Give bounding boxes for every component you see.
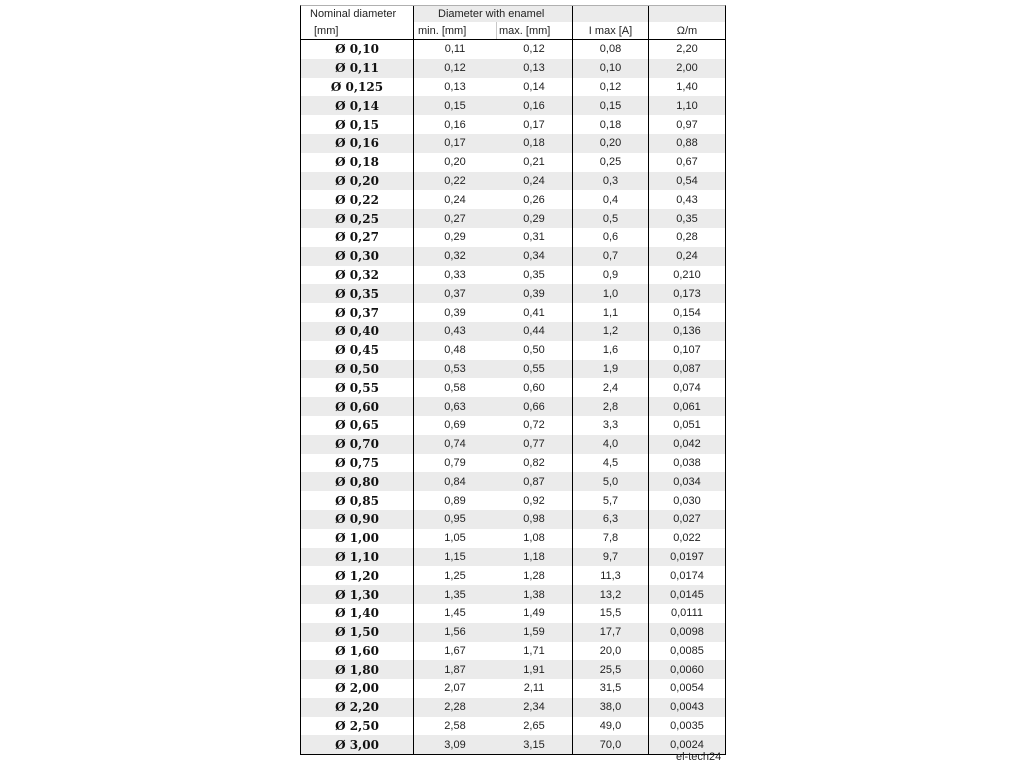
nominal-diameter-cell: Ø 0,85: [335, 493, 379, 508]
imax-cell: 2,4: [572, 378, 648, 397]
resistance-cell: 0,030: [648, 491, 725, 510]
max-diameter-cell: 1,28: [523, 569, 545, 582]
resistance-cell: 0,0174: [648, 566, 725, 585]
table-row: [301, 153, 725, 172]
imax-cell: 0,08: [572, 40, 648, 59]
resistance-cell: 0,173: [648, 284, 725, 303]
imax-cell: 0,15: [572, 96, 648, 115]
nominal-diameter-cell: Ø 1,30: [335, 587, 379, 602]
table-row: [301, 78, 725, 97]
imax-cell: 9,7: [572, 548, 648, 567]
resistance-cell: 0,042: [648, 435, 725, 454]
max-diameter-cell: 0,77: [523, 438, 545, 451]
min-diameter-cell: 0,74: [413, 435, 496, 454]
imax-cell: 5,7: [572, 491, 648, 510]
imax-cell: 1,2: [572, 322, 648, 341]
min-diameter-cell: 0,33: [413, 266, 496, 285]
table-row: [301, 59, 725, 78]
nominal-diameter-cell: Ø 0,125: [330, 79, 384, 94]
max-diameter-cell: 0,34: [523, 250, 545, 263]
max-diameter-cell: 0,12: [523, 43, 545, 56]
table-row: [301, 284, 725, 303]
nominal-diameter-cell: Ø 0,90: [335, 512, 379, 527]
min-diameter-cell: 1,45: [413, 604, 496, 623]
min-diameter-cell: 1,15: [413, 548, 496, 567]
imax-cell: 15,5: [572, 604, 648, 623]
imax-cell: 0,3: [572, 172, 648, 191]
imax-header: I max [A]: [572, 22, 648, 39]
min-diameter-cell: 1,25: [413, 566, 496, 585]
table-row: [301, 660, 725, 679]
imax-cell: 0,18: [572, 115, 648, 134]
imax-cell: 2,8: [572, 397, 648, 416]
resistance-cell: 0,0085: [648, 642, 725, 661]
header-row-1: [301, 6, 725, 22]
min-diameter-cell: 0,43: [413, 322, 496, 341]
nominal-diameter-cell: Ø 0,60: [335, 399, 379, 414]
min-diameter-cell: 1,05: [413, 529, 496, 548]
resistance-cell: 0,051: [648, 416, 725, 435]
resistance-cell: 0,034: [648, 472, 725, 491]
imax-cell: 25,5: [572, 660, 648, 679]
imax-cell: 11,3: [572, 566, 648, 585]
imax-cell: 1,6: [572, 341, 648, 360]
table-row: [301, 566, 725, 585]
nominal-diameter-cell: Ø 0,75: [335, 455, 379, 470]
table-row: [301, 172, 725, 191]
min-diameter-cell: 0,53: [413, 360, 496, 379]
min-diameter-cell: 0,37: [413, 284, 496, 303]
min-diameter-cell: 2,07: [413, 679, 496, 698]
max-diameter-cell: 1,08: [523, 532, 545, 545]
min-diameter-cell: 0,63: [413, 397, 496, 416]
nominal-diameter-cell: Ø 0,11: [335, 61, 379, 76]
nominal-diameter-cell: Ø 2,20: [335, 700, 379, 715]
max-diameter-cell: 0,13: [523, 62, 545, 75]
resistance-cell: 2,00: [648, 59, 725, 78]
resistance-cell: 0,0197: [648, 548, 725, 567]
table-row: [301, 266, 725, 285]
max-diameter-cell: 0,41: [523, 306, 545, 319]
table-row: [301, 529, 725, 548]
min-diameter-cell: 0,20: [413, 153, 496, 172]
resistance-cell: 0,038: [648, 454, 725, 473]
nominal-diameter-cell: Ø 0,22: [335, 192, 379, 207]
nominal-diameter-cell: Ø 1,60: [335, 643, 379, 658]
nominal-diameter-cell: Ø 3,00: [335, 737, 379, 752]
table-row: [301, 642, 725, 661]
min-diameter-cell: 0,48: [413, 341, 496, 360]
min-diameter-cell: 0,89: [413, 491, 496, 510]
min-diameter-cell: 0,58: [413, 378, 496, 397]
nominal-diameter-cell: Ø 0,32: [335, 267, 379, 282]
resistance-cell: 0,154: [648, 303, 725, 322]
resistance-cell: 0,0145: [648, 585, 725, 604]
max-diameter-cell: 0,66: [523, 400, 545, 413]
table-row: [301, 623, 725, 642]
resistance-cell: 0,54: [648, 172, 725, 191]
table-row: [301, 698, 725, 717]
table-row: [301, 209, 725, 228]
resistance-cell: 0,0111: [648, 604, 725, 623]
imax-cell: 0,4: [572, 190, 648, 209]
table-row: [301, 491, 725, 510]
imax-cell: 4,0: [572, 435, 648, 454]
nominal-diameter-header: Nominal diameter: [310, 8, 397, 20]
max-diameter-cell: 0,14: [523, 80, 545, 93]
imax-cell: 7,8: [572, 529, 648, 548]
table-row: [301, 397, 725, 416]
max-diameter-cell: 0,82: [523, 456, 545, 469]
min-diameter-cell: 1,87: [413, 660, 496, 679]
min-diameter-cell: 1,67: [413, 642, 496, 661]
max-diameter-cell: 0,50: [523, 344, 545, 357]
min-diameter-cell: 0,39: [413, 303, 496, 322]
table-row: [301, 472, 725, 491]
max-diameter-cell: 0,21: [523, 156, 545, 169]
imax-cell: 70,0: [572, 735, 648, 754]
max-diameter-cell: 0,98: [523, 513, 545, 526]
max-header: max. [mm]: [496, 22, 572, 39]
table-row: [301, 548, 725, 567]
nominal-diameter-cell: Ø 0,70: [335, 437, 379, 452]
imax-cell: 0,10: [572, 59, 648, 78]
max-diameter-cell: 0,55: [523, 362, 545, 375]
nominal-diameter-cell: Ø 0,16: [335, 136, 379, 151]
min-diameter-cell: 0,84: [413, 472, 496, 491]
imax-cell: 4,5: [572, 454, 648, 473]
min-diameter-cell: 0,95: [413, 510, 496, 529]
nominal-diameter-cell: Ø 0,65: [335, 418, 379, 433]
source-credit: el-tech24: [676, 751, 722, 763]
resistance-cell: 1,10: [648, 96, 725, 115]
nominal-diameter-cell: Ø 2,00: [335, 681, 379, 696]
min-diameter-cell: 0,79: [413, 454, 496, 473]
enamel-diameter-header: Diameter with enamel: [413, 6, 572, 22]
min-diameter-cell: 1,35: [413, 585, 496, 604]
min-header: min. [mm]: [413, 22, 496, 39]
imax-cell: 1,9: [572, 360, 648, 379]
table-row: [301, 378, 725, 397]
nominal-diameter-cell: Ø 1,40: [335, 606, 379, 621]
nominal-diameter-cell: Ø 0,15: [335, 117, 379, 132]
min-diameter-cell: 0,16: [413, 115, 496, 134]
table-row: [301, 228, 725, 247]
imax-cell: 0,20: [572, 134, 648, 153]
max-diameter-cell: 1,71: [523, 644, 545, 657]
resistance-cell: 0,136: [648, 322, 725, 341]
resistance-cell: 0,35: [648, 209, 725, 228]
imax-cell: 13,2: [572, 585, 648, 604]
table-row: [301, 735, 725, 754]
table-row: [301, 604, 725, 623]
min-diameter-cell: 0,11: [413, 40, 496, 59]
max-diameter-cell: 0,31: [523, 231, 545, 244]
min-diameter-cell: 0,15: [413, 96, 496, 115]
imax-cell: 0,25: [572, 153, 648, 172]
table-body: [301, 40, 725, 754]
max-diameter-cell: 0,35: [523, 268, 545, 281]
table-row: [301, 322, 725, 341]
max-diameter-cell: 0,60: [523, 381, 545, 394]
imax-cell: 38,0: [572, 698, 648, 717]
wire-spec-table: [300, 5, 726, 755]
resistance-cell: 0,0054: [648, 679, 725, 698]
imax-cell: 0,12: [572, 78, 648, 97]
resistance-cell: 2,20: [648, 40, 725, 59]
table-row: [301, 40, 725, 59]
max-diameter-cell: 0,92: [523, 494, 545, 507]
min-diameter-cell: 0,32: [413, 247, 496, 266]
resistance-cell: 0,43: [648, 190, 725, 209]
resistance-cell: 0,027: [648, 510, 725, 529]
max-diameter-cell: 2,34: [523, 701, 545, 714]
table-row: [301, 454, 725, 473]
table-row: [301, 585, 725, 604]
nominal-diameter-cell: Ø 0,27: [335, 230, 379, 245]
nominal-diameter-cell: Ø 0,14: [335, 98, 379, 113]
imax-cell: 17,7: [572, 623, 648, 642]
max-diameter-cell: 0,39: [523, 287, 545, 300]
nominal-diameter-cell: Ø 0,18: [335, 155, 379, 170]
max-diameter-cell: 0,17: [523, 118, 545, 131]
imax-cell: 6,3: [572, 510, 648, 529]
min-diameter-cell: 2,58: [413, 717, 496, 736]
nominal-diameter-cell: Ø 0,50: [335, 361, 379, 376]
imax-cell: 1,0: [572, 284, 648, 303]
nominal-diameter-cell: Ø 1,20: [335, 568, 379, 583]
table-row: [301, 435, 725, 454]
imax-cell: 3,3: [572, 416, 648, 435]
ohm-header: Ω/m: [648, 22, 725, 39]
resistance-cell: 0,087: [648, 360, 725, 379]
max-diameter-cell: 2,65: [523, 720, 545, 733]
imax-cell: 0,9: [572, 266, 648, 285]
nominal-diameter-cell: Ø 0,40: [335, 324, 379, 339]
imax-cell: 31,5: [572, 679, 648, 698]
min-diameter-cell: 2,28: [413, 698, 496, 717]
imax-cell: 1,1: [572, 303, 648, 322]
table-row: [301, 510, 725, 529]
min-diameter-cell: 0,13: [413, 78, 496, 97]
imax-cell: 5,0: [572, 472, 648, 491]
min-diameter-cell: 0,29: [413, 228, 496, 247]
resistance-cell: 0,67: [648, 153, 725, 172]
nominal-diameter-cell: Ø 1,00: [335, 531, 379, 546]
nominal-diameter-cell: Ø 0,37: [335, 305, 379, 320]
min-diameter-cell: 0,17: [413, 134, 496, 153]
ohm-header-top: [648, 6, 725, 22]
table-row: [301, 679, 725, 698]
resistance-cell: 0,0035: [648, 717, 725, 736]
imax-cell: 0,5: [572, 209, 648, 228]
imax-cell: 49,0: [572, 717, 648, 736]
table-row: [301, 360, 725, 379]
max-diameter-cell: 0,26: [523, 193, 545, 206]
resistance-cell: 0,061: [648, 397, 725, 416]
nominal-diameter-cell: Ø 1,50: [335, 625, 379, 640]
min-diameter-cell: 3,09: [413, 735, 496, 754]
min-diameter-cell: 0,24: [413, 190, 496, 209]
table-row: [301, 247, 725, 266]
nominal-diameter-cell: Ø 0,55: [335, 380, 379, 395]
table-row: [301, 190, 725, 209]
nominal-diameter-cell: Ø 1,80: [335, 662, 379, 677]
nominal-diameter-cell: Ø 0,80: [335, 474, 379, 489]
resistance-cell: 1,40: [648, 78, 725, 97]
nominal-diameter-cell: Ø 1,10: [335, 549, 379, 564]
header-row-2: [301, 22, 725, 40]
max-diameter-cell: 0,87: [523, 475, 545, 488]
nominal-diameter-cell: Ø 0,20: [335, 173, 379, 188]
nominal-diameter-cell: Ø 0,35: [335, 286, 379, 301]
nominal-diameter-cell: Ø 0,10: [335, 42, 379, 57]
min-diameter-cell: 0,12: [413, 59, 496, 78]
resistance-cell: 0,24: [648, 247, 725, 266]
min-diameter-cell: 0,69: [413, 416, 496, 435]
min-diameter-cell: 1,56: [413, 623, 496, 642]
resistance-cell: 0,88: [648, 134, 725, 153]
imax-cell: 0,6: [572, 228, 648, 247]
nominal-diameter-cell: Ø 0,45: [335, 343, 379, 358]
table-row: [301, 96, 725, 115]
resistance-cell: 0,074: [648, 378, 725, 397]
table-row: [301, 134, 725, 153]
max-diameter-cell: 1,18: [523, 550, 545, 563]
max-diameter-cell: 2,11: [523, 682, 545, 695]
imax-cell: 20,0: [572, 642, 648, 661]
table-row: [301, 341, 725, 360]
unit-header: [mm]: [314, 24, 339, 37]
resistance-cell: 0,107: [648, 341, 725, 360]
max-diameter-cell: 0,29: [523, 212, 545, 225]
table-row: [301, 115, 725, 134]
max-diameter-cell: 0,72: [523, 419, 545, 432]
resistance-cell: 0,97: [648, 115, 725, 134]
nominal-diameter-cell: Ø 0,25: [335, 211, 379, 226]
resistance-cell: 0,210: [648, 266, 725, 285]
max-diameter-cell: 0,44: [523, 325, 545, 338]
resistance-cell: 0,0043: [648, 698, 725, 717]
table-row: [301, 303, 725, 322]
imax-cell: 0,7: [572, 247, 648, 266]
imax-header-top: [572, 6, 648, 22]
max-diameter-cell: 1,59: [523, 626, 545, 639]
table-row: [301, 416, 725, 435]
max-diameter-cell: 3,15: [523, 738, 545, 751]
max-diameter-cell: 1,49: [523, 607, 545, 620]
nominal-diameter-cell: Ø 0,30: [335, 249, 379, 264]
max-diameter-cell: 0,18: [523, 137, 545, 150]
resistance-cell: 0,022: [648, 529, 725, 548]
resistance-cell: 0,28: [648, 228, 725, 247]
resistance-cell: 0,0024: [648, 735, 725, 754]
min-diameter-cell: 0,22: [413, 172, 496, 191]
max-diameter-cell: 0,24: [523, 174, 545, 187]
max-diameter-cell: 1,91: [523, 663, 545, 676]
resistance-cell: 0,0098: [648, 623, 725, 642]
max-diameter-cell: 0,16: [523, 99, 545, 112]
resistance-cell: 0,0060: [648, 660, 725, 679]
table-row: [301, 717, 725, 736]
nominal-diameter-cell: Ø 2,50: [335, 719, 379, 734]
min-diameter-cell: 0,27: [413, 209, 496, 228]
max-diameter-cell: 1,38: [523, 588, 545, 601]
